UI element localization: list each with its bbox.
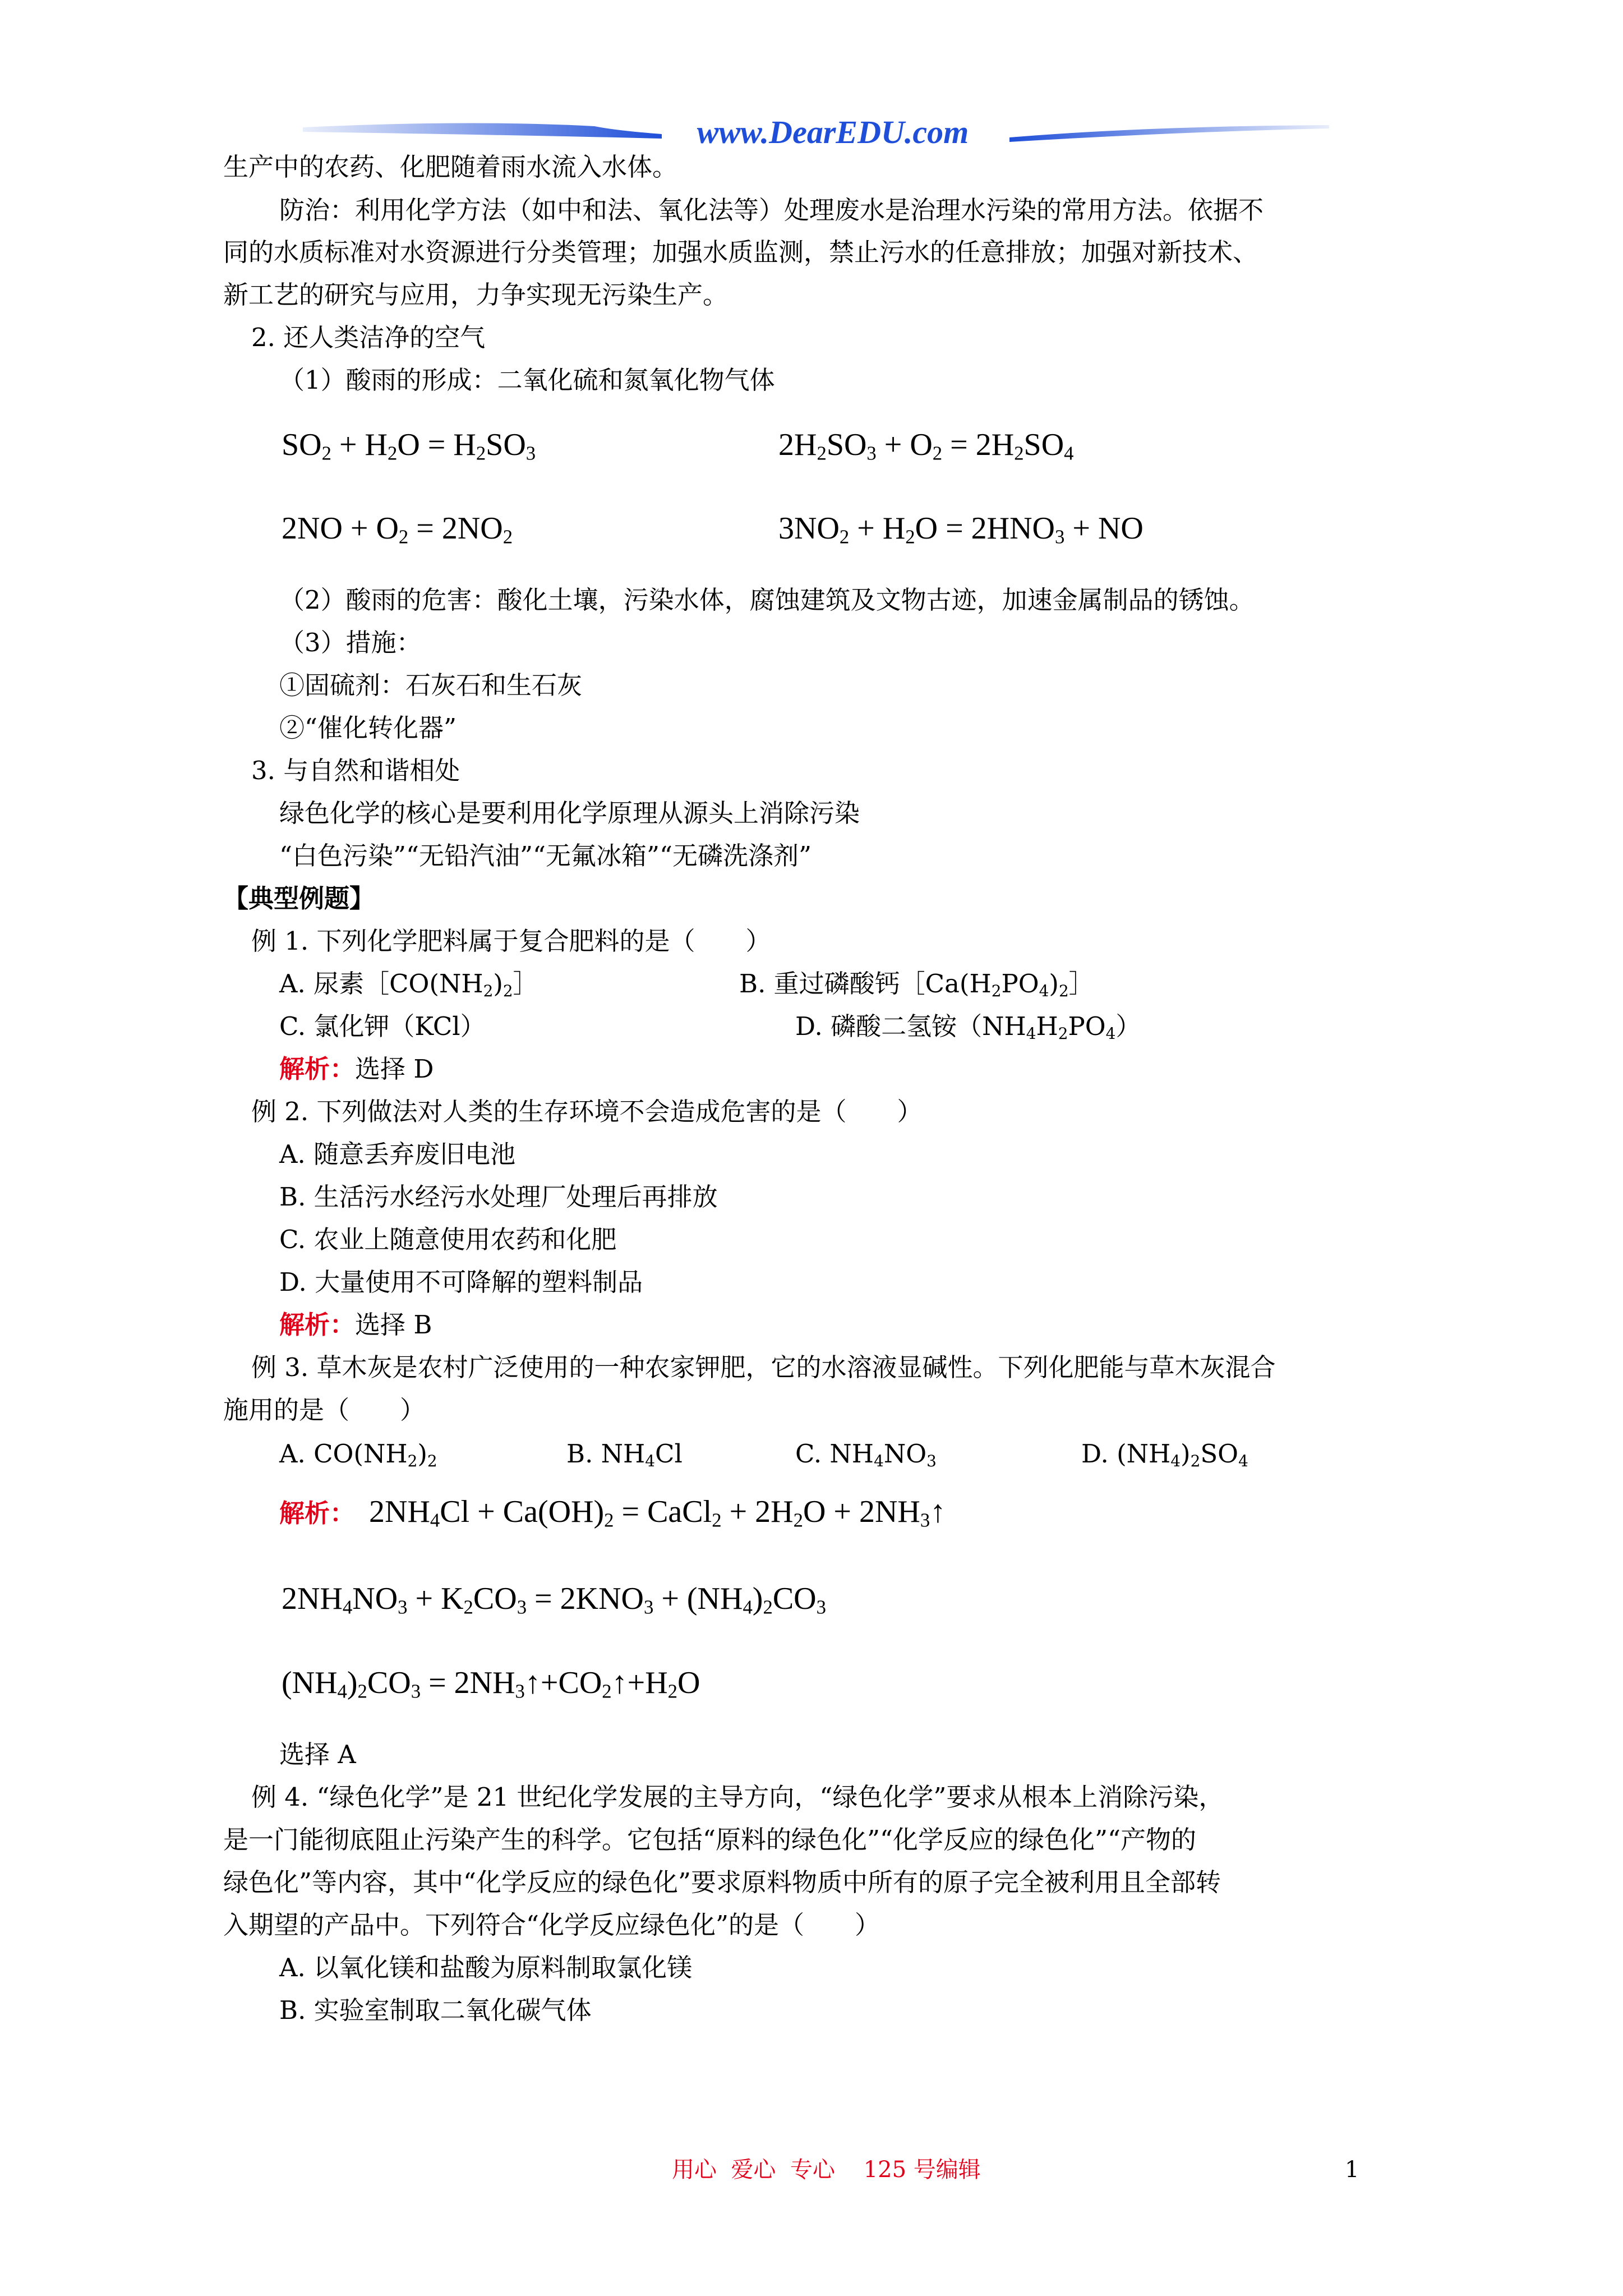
site-url: www.DearEDU.com [697, 115, 969, 150]
example-4-question-line3: 绿色化”等内容，其中“化学反应的绿色化”要求原料物质中所有的原子完全被利用且全部转 [223, 1867, 1221, 1897]
example-3-question-line2: 施用的是（ ） [223, 1395, 426, 1425]
slogans: “白色污染”“无铅汽油”“无氟冰箱”“无磷洗涤剂” [279, 841, 812, 871]
section-3-title: 3. 与自然和谐相处 [251, 756, 460, 785]
equation-nh4no3-k2co3: $2NH_4NO_3 + K_2CO_3 = 2KNO_3 + (NH_4)_2CO_3$ [282, 1581, 826, 1618]
example-1-question: 例 1. 下列化学肥料属于复合肥料的是（ ） [251, 926, 771, 956]
acid-rain-harm: （2）酸雨的危害：酸化土壤，污染水体，腐蚀建筑及文物古迹，加速金属制品的锈蚀。 [279, 585, 1255, 615]
prevention-line2: 同的水质标准对水资源进行分类管理；加强水质监测，禁止污水的任意排放；加强对新技术、 [223, 237, 1258, 267]
example-3-option-b: B. $NH_4Cl$ [566, 1439, 683, 1470]
example-3-option-d: D. $(NH_4)_2SO_4$ [1081, 1439, 1248, 1470]
equation-h2so3-o2: $2H_2SO_3 + O_2 = 2H_2SO_4$ [778, 427, 1074, 464]
example-2-option-a: A. 随意丢弃废旧电池 [279, 1139, 516, 1169]
section-2-title: 2. 还人类洁净的空气 [251, 323, 486, 352]
example-4-question-line4: 入期望的产品中。下列符合“化学反应绿色化”的是（ ） [223, 1910, 880, 1940]
page-number: 1 [1345, 2157, 1359, 2183]
equation-nh4cl-caoh2: $2NH_4Cl + Ca(OH)_2$ = CaCl$_2$ + $2H_2O$ + $2NH_3↑$ [369, 1494, 946, 1531]
example-3-option-c: C. $NH_4NO_3$ [795, 1439, 937, 1470]
example-3-question-line1: 例 3. 草木灰是农村广泛使用的一种农家钾肥，它的水溶液显碱性。下列化肥能与草木灰混合 [251, 1352, 1276, 1382]
equation-no-o2: $2NO + O_2 = 2NO_2$ [282, 511, 513, 548]
green-chemistry-core: 绿色化学的核心是要利用化学原理从源头上消除污染 [279, 798, 860, 828]
example-2-option-c: C. 农业上随意使用农药和化肥 [279, 1225, 617, 1254]
example-1-option-d: D. 磷酸二氢铵$(NH_4H_2PO_4)$ [795, 1011, 1141, 1043]
example-1-answer: 解析：选择 D [279, 1054, 434, 1084]
equation-nh4-2co3-decomp: $(NH_4)_2CO_3$ = $2NH_3↑+CO_2↑+H_2O$ [282, 1665, 700, 1703]
example-1-option-b: B. 重过磷酸钙$[Ca(H_2PO_4)_2]$ [739, 969, 1094, 1000]
intro-line1: 生产中的农药、化肥随着雨水流入水体。 [223, 152, 678, 182]
prevention-line3: 新工艺的研究与应用，力争实现无污染生产。 [223, 280, 728, 310]
example-3-option-a: A. $CO(NH_2)_2$ [279, 1439, 437, 1470]
banner-swoosh-right [1009, 125, 1329, 142]
examples-heading: 【典型例题】 [223, 884, 375, 913]
example-2-option-b: B. 生活污水经污水处理厂处理后再排放 [279, 1182, 718, 1212]
measure-2: ②“催化转化器” [279, 713, 457, 743]
analysis-label: 解析： [279, 1054, 356, 1084]
example-4-option-a: A. 以氧化镁和盐酸为原料制取氯化镁 [279, 1953, 693, 1982]
example-3-answer: 选择 A [279, 1740, 356, 1769]
example-2-question: 例 2. 下列做法对人类的生存环境不会造成危害的是（ ） [251, 1097, 923, 1126]
example-4-question-line1: 例 4. “绿色化学”是 21 世纪化学发展的主导方向，“绿色化学”要求从根本上消除污染， [251, 1782, 1224, 1812]
banner-swoosh-left [303, 123, 662, 139]
footer-text: 用心 爱心 专心 125 号编辑 [672, 2157, 981, 2183]
equation-no2-h2o: $3NO_2 + H_2O = 2HNO_3$ + NO [778, 511, 1144, 548]
example-1-option-a: A. 尿素$[CO(NH_2)_2]$ [279, 969, 538, 1000]
measures-heading: （3）措施： [279, 628, 422, 657]
measure-1: ①固硫剂：石灰石和生石灰 [279, 670, 583, 700]
example-4-option-b: B. 实验室制取二氧化碳气体 [279, 1995, 592, 2025]
example-2-option-d: D. 大量使用不可降解的塑料制品 [279, 1267, 643, 1297]
example-1-option-c: C. 氯化钾（KCl） [279, 1011, 486, 1041]
equation-so2-h2o: $SO_2 + H_2O = H_2SO_3$ [282, 427, 536, 464]
analysis-label: 解析： [279, 1498, 356, 1528]
example-2-answer: 解析：选择 B [279, 1310, 432, 1340]
prevention-line1: 防治：利用化学方法（如中和法、氧化法等）处理废水是治理水污染的常用方法。依据不 [279, 195, 1264, 225]
example-4-question-line2: 是一门能彻底阻止污染产生的科学。它包括“原料的绿色化”“化学反应的绿色化”“产物的 [223, 1825, 1197, 1855]
acid-rain-formation: （1）酸雨的形成：二氧化硫和氮氧化物气体 [279, 365, 775, 395]
analysis-label: 解析： [279, 1310, 356, 1340]
